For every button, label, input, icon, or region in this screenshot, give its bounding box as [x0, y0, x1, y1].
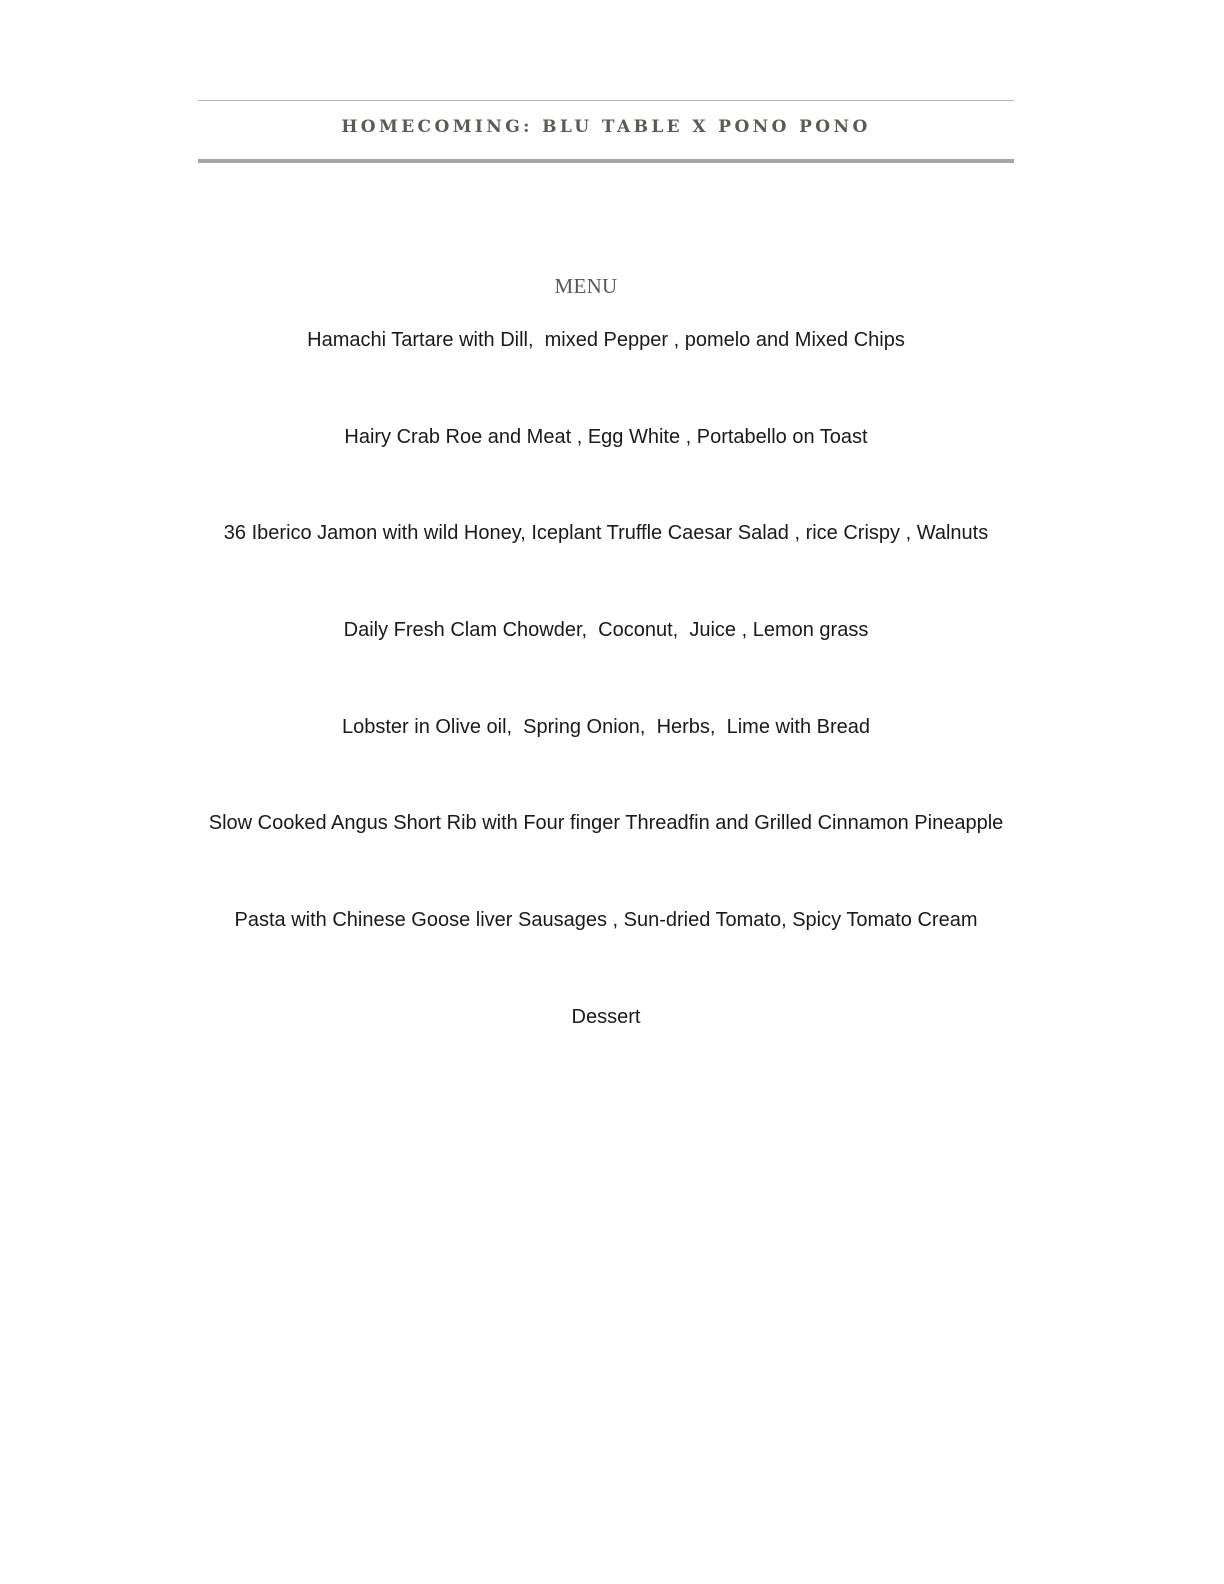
menu-item: Hamachi Tartare with Dill, mixed Pepper , pomelo and Mixed Chips [307, 329, 905, 351]
menu-item: 36 Iberico Jamon with wild Honey, Iceplant Truffle Caesar Salad , rice Crispy , Walnuts [223, 522, 989, 545]
menu-item: Hairy Crab Roe and Meat , Egg White , Portabello on Toast [344, 425, 868, 448]
menu-item: Lobster in Olive oil, Spring Onion, Herbs, Lime with Bread [341, 715, 871, 738]
menu-item: Pasta with Chinese Goose liver Sausages , Sun-dried Tomato, Spicy Tomato Cream [234, 909, 978, 932]
event-title: HOMECOMING: BLU TABLE X PONO PONO [341, 117, 871, 137]
menu-item: Dessert [571, 1005, 641, 1028]
menu-item: Slow Cooked Angus Short Rib with Four finger Threadfin and Grilled Cinnamon Pineapple [208, 812, 1004, 835]
menu-heading: MENU [554, 274, 618, 298]
header-top-rule [198, 100, 1014, 101]
menu-list [0, 326, 1212, 1100]
menu-item: Daily Fresh Clam Chowder, Coconut, Juice , Lemon grass [343, 619, 869, 642]
header-bottom-rule [198, 159, 1014, 163]
